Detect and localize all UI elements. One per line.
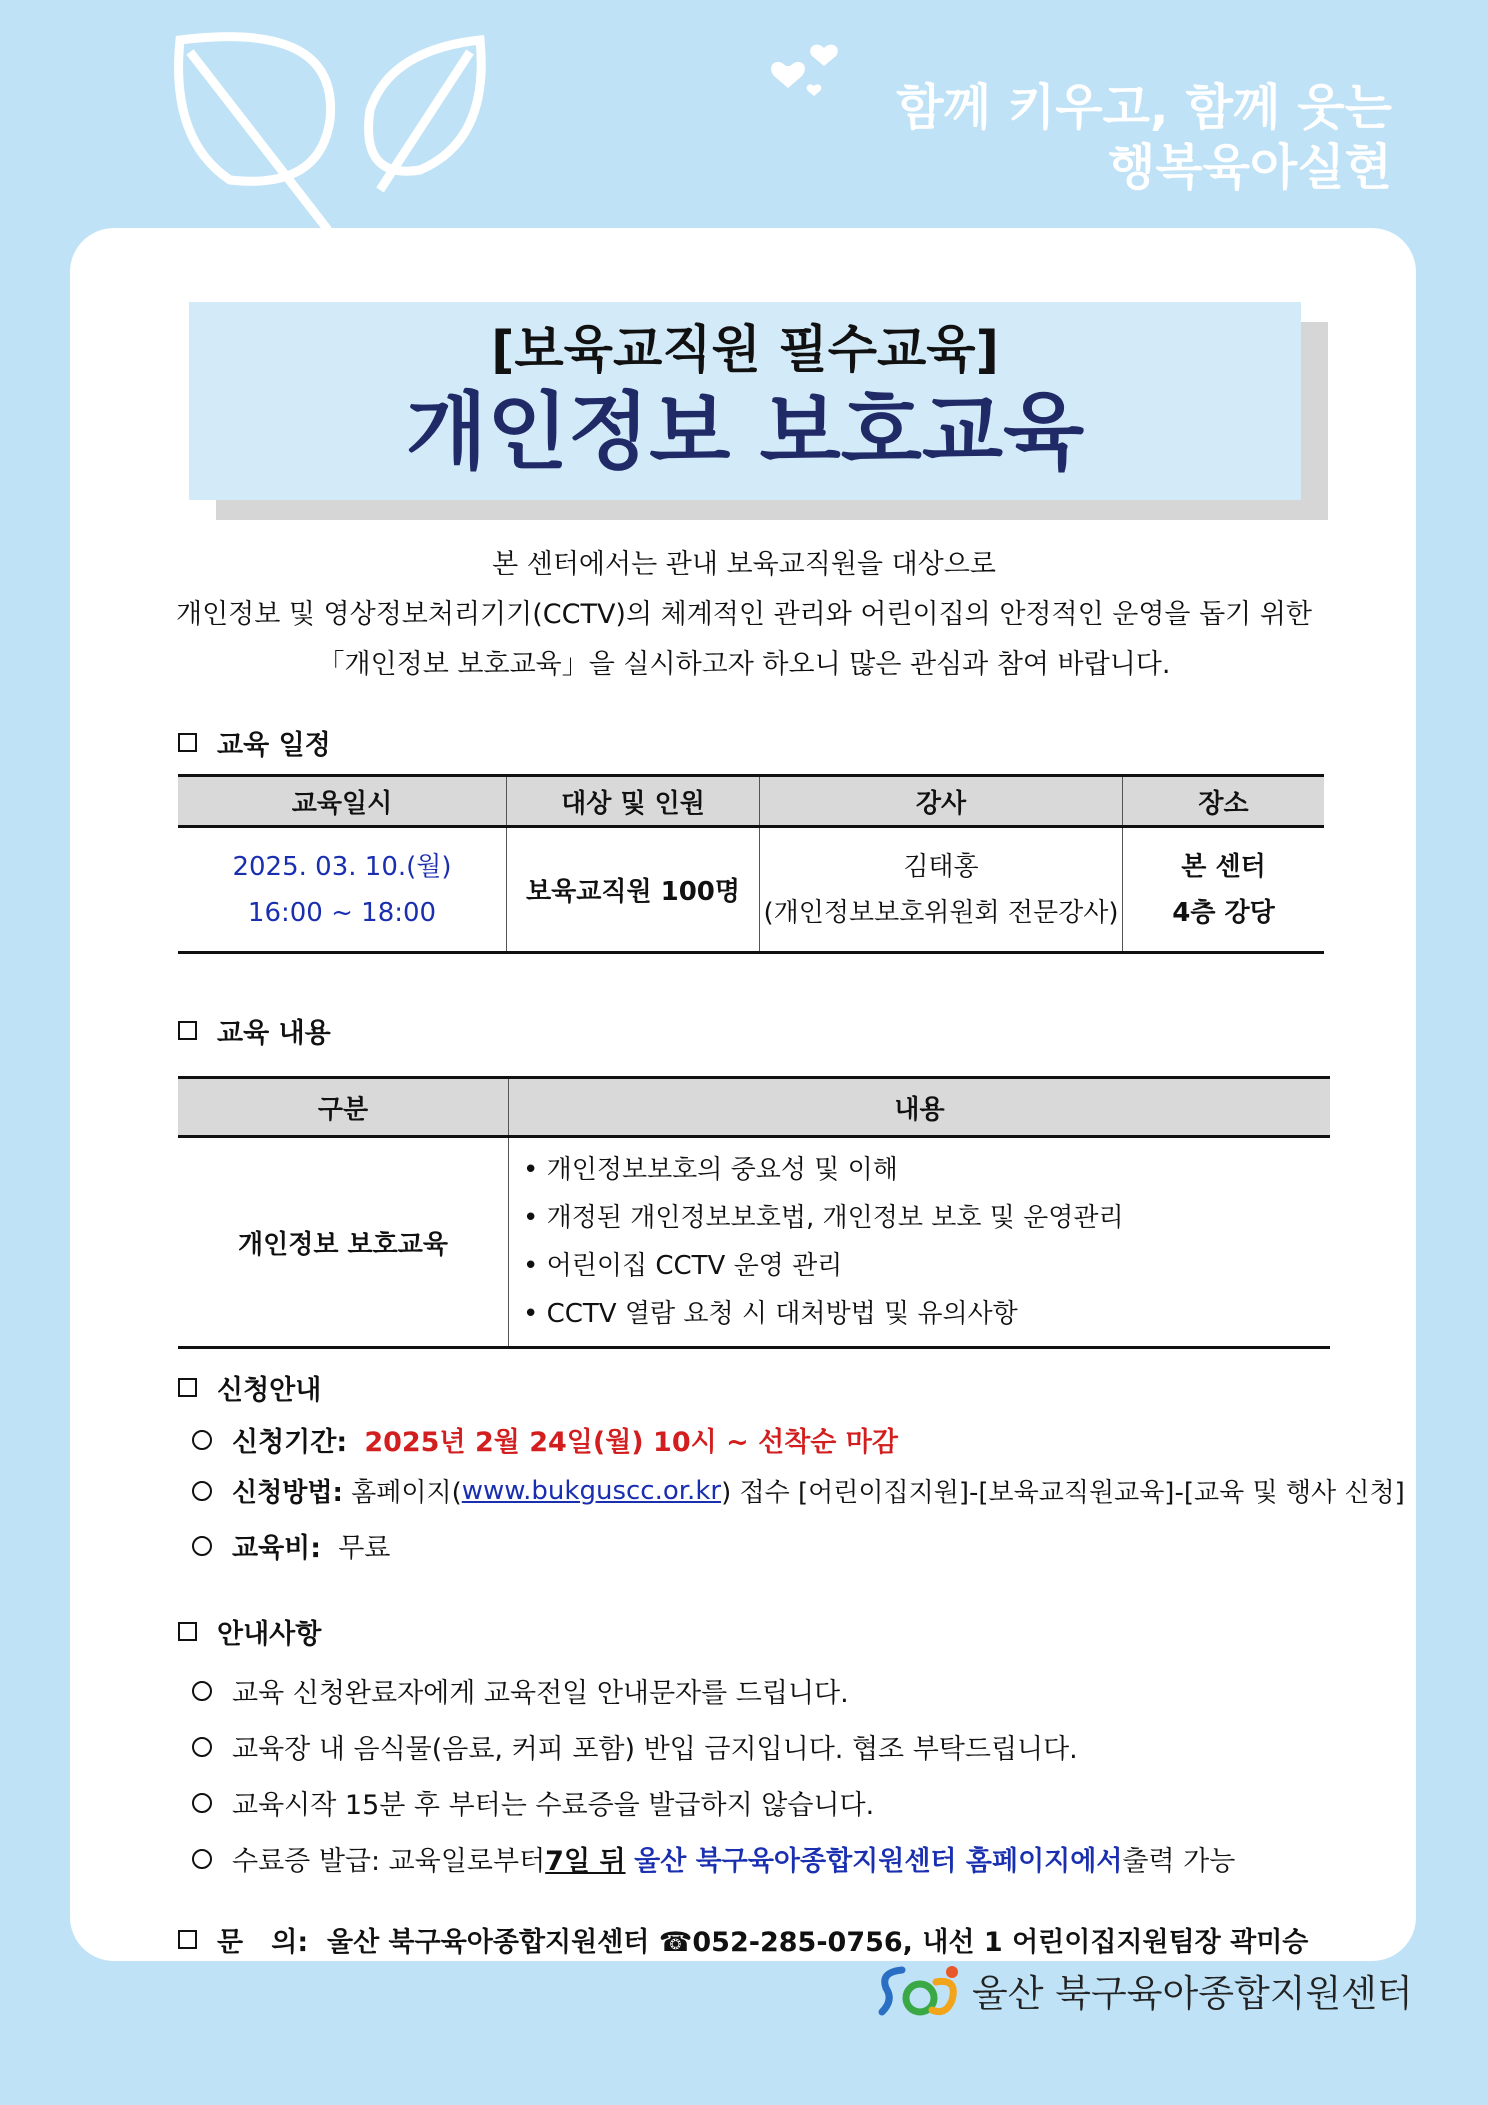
- notice-text: 교육장 내 음식물(음료, 커피 포함) 반입 금지입니다. 협조 부탁드립니다.: [232, 1734, 1078, 1765]
- apply-method-post: ) 접수 [어린이집지원]-[보육교직원교육]-[교육 및 행사 신청]: [721, 1478, 1405, 1508]
- cert-center: 울산 북구육아종합지원센터 홈페이지에서: [634, 1846, 1123, 1877]
- place-line2: 4층 강당: [1172, 897, 1275, 928]
- apply-method: [192, 1472, 1405, 1509]
- notice-item: [192, 1839, 1235, 1878]
- notice-text: 교육시작 15분 후 부터는 수료증을 발급하지 않습니다.: [232, 1790, 875, 1821]
- title-sub: [보육교직원 필수교육]: [491, 321, 999, 380]
- schedule-target: 보육교직원 100명: [507, 827, 760, 953]
- intro-line2: 개인정보 및 영상정보처리기기(CCTV)의 체계적인 관리와 어린이집의 안정적인 운영을 돕기 위한: [175, 599, 1312, 630]
- section-apply: [178, 1368, 321, 1407]
- slogan: [896, 78, 1392, 198]
- heart-icon: [766, 36, 856, 106]
- list-item: • CCTV 열람 요청 시 대처방법 및 유의사항: [523, 1299, 1018, 1329]
- notice-text: 교육 신청완료자에게 교육전일 안내문자를 드립니다.: [232, 1678, 849, 1709]
- lecturer-title: (개인정보보호위원회 전문강사): [763, 897, 1119, 928]
- header-cell: 강사: [760, 776, 1123, 827]
- content-items: [509, 1137, 1331, 1348]
- circle-bullet-icon: [192, 1430, 212, 1450]
- apply-method-pre: 홈페이지(: [351, 1478, 462, 1508]
- lecturer-name: 김태홍: [903, 851, 979, 882]
- section-notice: [178, 1612, 321, 1651]
- apply-method-label: 신청방법:: [232, 1478, 343, 1508]
- slogan-line2: 행복육아실현: [1107, 139, 1392, 196]
- schedule-date: 2025. 03. 10.(월): [232, 851, 452, 882]
- title-box: [189, 302, 1301, 500]
- table-row: [178, 1137, 1330, 1348]
- circle-bullet-icon: [192, 1481, 212, 1501]
- schedule-place: [1123, 827, 1325, 953]
- schedule-time: 16:00 ~ 18:00: [247, 897, 437, 928]
- circle-bullet-icon: [192, 1737, 212, 1757]
- checkbox-square-icon: [178, 733, 197, 752]
- header-cell: 대상 및 인원: [507, 776, 760, 827]
- contact-label: 문 의:: [217, 1926, 309, 1958]
- circle-bullet-icon: [192, 1849, 212, 1869]
- intro-line3: 「개인정보 보호교육」을 실시하고자 하오니 많은 관심과 참여 바랍니다.: [317, 649, 1171, 680]
- notice-item: [192, 1727, 1078, 1766]
- logo-icon: [872, 1960, 964, 2020]
- content-category: 개인정보 보호교육: [178, 1137, 509, 1348]
- notice-item: [192, 1783, 874, 1822]
- table-row: [178, 827, 1324, 953]
- apply-period-value: 2025년 2월 24일(월) 10시 ~ 선착순 마감: [364, 1427, 898, 1458]
- schedule-datetime: [178, 827, 507, 953]
- section-content-heading: 교육 내용: [217, 1018, 331, 1049]
- apply-fee-value: 무료: [338, 1533, 391, 1564]
- notice-item: [192, 1671, 849, 1710]
- checkbox-square-icon: [178, 1021, 197, 1040]
- slogan-line1: 함께 키우고, 함께 웃는: [896, 79, 1392, 136]
- list-item: • 개인정보보호의 중요성 및 이해: [523, 1155, 898, 1185]
- schedule-table: [178, 774, 1324, 954]
- homepage-link[interactable]: www.bukguscc.or.kr: [461, 1475, 722, 1506]
- apply-fee: [192, 1526, 390, 1565]
- circle-bullet-icon: [192, 1681, 212, 1701]
- section-schedule-heading: 교육 일정: [217, 730, 331, 761]
- section-schedule: [178, 723, 331, 762]
- list-item: • 어린이집 CCTV 운영 관리: [523, 1251, 843, 1281]
- header-cell: 내용: [509, 1078, 1331, 1137]
- intro-text: [150, 540, 1338, 690]
- center-logo: [872, 1960, 1413, 2020]
- checkbox-square-icon: [178, 1930, 197, 1949]
- circle-bullet-icon: [192, 1536, 212, 1556]
- cert-post: 출력 가능: [1122, 1846, 1236, 1877]
- apply-period: [192, 1420, 898, 1459]
- apply-period-label: 신청기간:: [232, 1427, 348, 1458]
- checkbox-square-icon: [178, 1622, 197, 1641]
- section-notice-heading: 안내사항: [217, 1619, 322, 1650]
- table-header-row: [178, 776, 1324, 827]
- logo-text: 울산 북구육아종합지원센터: [972, 1972, 1413, 2015]
- circle-bullet-icon: [192, 1793, 212, 1813]
- place-line1: 본 센터: [1181, 851, 1266, 882]
- section-content: [178, 1011, 331, 1050]
- cert-pre: 수료증 발급: 교육일로부터: [232, 1846, 546, 1877]
- list-item: • 개정된 개인정보보호법, 개인정보 보호 및 운영관리: [523, 1203, 1124, 1233]
- leaf-icon: [170, 30, 500, 230]
- header-cell: 구분: [178, 1078, 509, 1137]
- table-header-row: [178, 1078, 1330, 1137]
- apply-fee-label: 교육비:: [232, 1533, 322, 1564]
- content-table: [178, 1076, 1330, 1349]
- schedule-lecturer: [760, 827, 1123, 953]
- header-cell: 장소: [1123, 776, 1325, 827]
- intro-line1: 본 센터에서는 관내 보육교직원을 대상으로: [492, 549, 996, 580]
- contact-text: 울산 북구육아종합지원센터 ☎052-285-0756, 내선 1 어린이집지원팀장 곽미승: [326, 1926, 1309, 1958]
- cert-days: 7일 뒤: [545, 1846, 626, 1877]
- header-cell: 교육일시: [178, 776, 507, 827]
- section-apply-heading: 신청안내: [217, 1375, 322, 1406]
- checkbox-square-icon: [178, 1378, 197, 1397]
- page-title: 개인정보 보호교육: [405, 383, 1085, 481]
